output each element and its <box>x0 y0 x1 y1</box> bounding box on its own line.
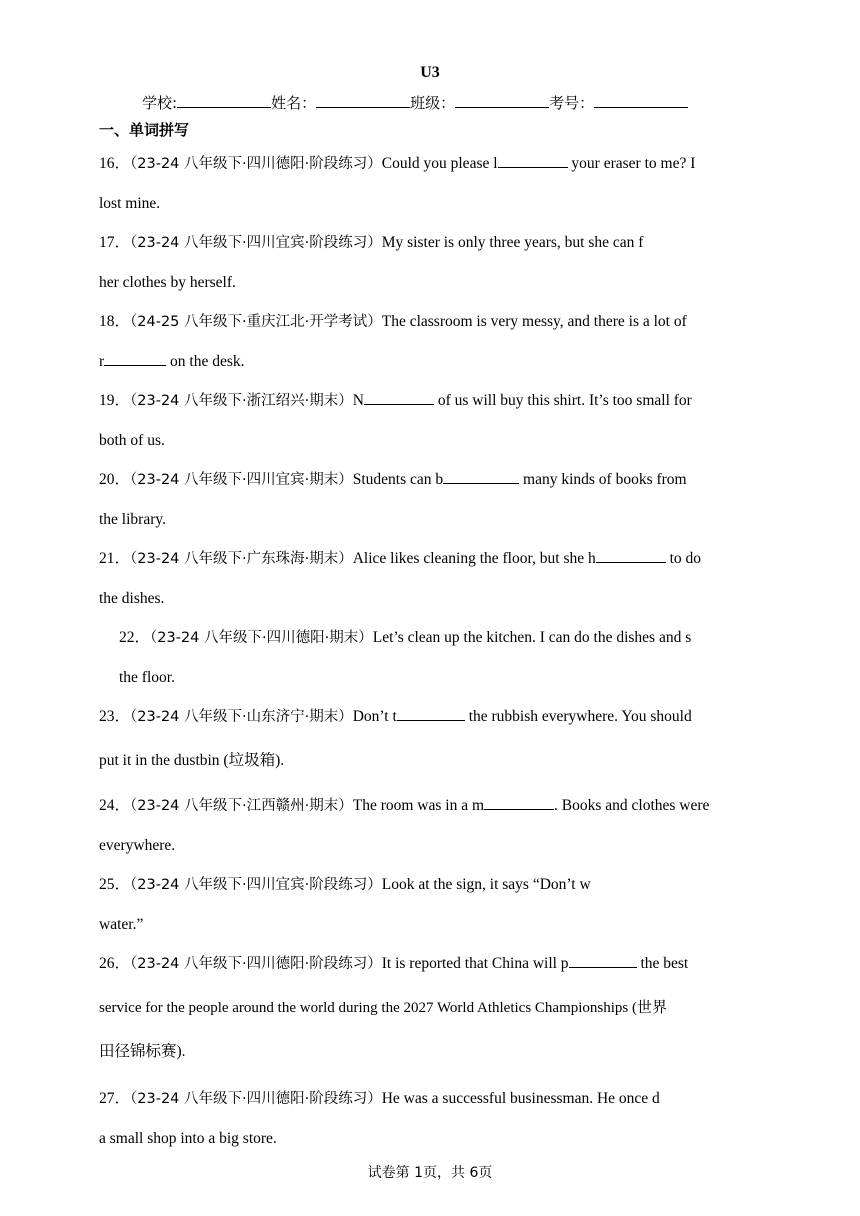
answer-blank <box>498 153 568 168</box>
answer-blank <box>569 953 637 968</box>
question-21: 21．（23-24 八年级下·广东珠海·期末）Alice likes cleaning the floor, but she h to do the dishes. <box>99 550 702 607</box>
exam-no-blank <box>594 93 688 108</box>
school-label: 学校: <box>142 94 178 112</box>
answer-blank <box>596 548 666 563</box>
class-blank <box>455 93 549 108</box>
question-19: 19．（23-24 八年级下·浙江绍兴·期末）N of us will buy this shirt. It’s too small for both of us. <box>99 392 692 449</box>
question-20: 20．（23-24 八年级下·四川宜宾·期末）Students can b many kinds of books from the library. <box>99 471 687 528</box>
page-footer: 试卷第 1页，共 6页 <box>367 1165 493 1181</box>
answer-blank <box>397 706 465 721</box>
question-23: 23．（23-24 八年级下·山东济宁·期末）Don’t t the rubbish everywhere. You should put it in the dustbin (垃圾箱). <box>99 708 692 769</box>
question-25: 25．（23-24 八年级下·四川宜宾·阶段练习）Look at the sign, it says “Don’t w water.” <box>99 876 591 933</box>
name-label: 姓名： <box>271 94 317 112</box>
school-blank <box>177 93 271 108</box>
class-label: 班级： <box>410 94 456 112</box>
answer-blank <box>443 469 519 484</box>
question-24: 24．（23-24 八年级下·江西赣州·期末）The room was in a m . Books and clothes were everywhere. <box>99 797 710 854</box>
question-26: 26．（23-24 八年级下·四川德阳·阶段练习）It is reported that China will p the best service for the people around the world during the 2027 World Athletics Championships (世界 田径锦标赛). <box>99 955 689 1060</box>
section-heading: 一、单词拼写 <box>99 121 190 139</box>
answer-blank <box>364 390 434 405</box>
page-title: U3 <box>420 64 440 81</box>
student-info-line <box>142 92 688 113</box>
question-27: 27．（23-24 八年级下·四川德阳·阶段练习）He was a successful businessman. He once d a small shop into a big store. <box>99 1090 660 1147</box>
question-22: 22．（23-24 八年级下·四川德阳·期末）Let’s clean up the kitchen. I can do the dishes and s the floor. <box>119 629 692 686</box>
question-18: 18．（24-25 八年级下·重庆江北·开学考试）The classroom is very messy, and there is a lot of r on the desk. <box>99 313 687 370</box>
question-16: 16．（23-24 八年级下·四川德阳·阶段练习）Could you please l your eraser to me? I lost mine. <box>99 155 696 212</box>
answer-blank <box>484 795 554 810</box>
answer-blank <box>104 351 166 366</box>
name-blank <box>316 93 410 108</box>
question-17: 17．（23-24 八年级下·四川宜宾·阶段练习）My sister is only three years, but she can f her clothes by herself. <box>99 234 644 291</box>
exam-no-label: 考号： <box>549 94 595 112</box>
